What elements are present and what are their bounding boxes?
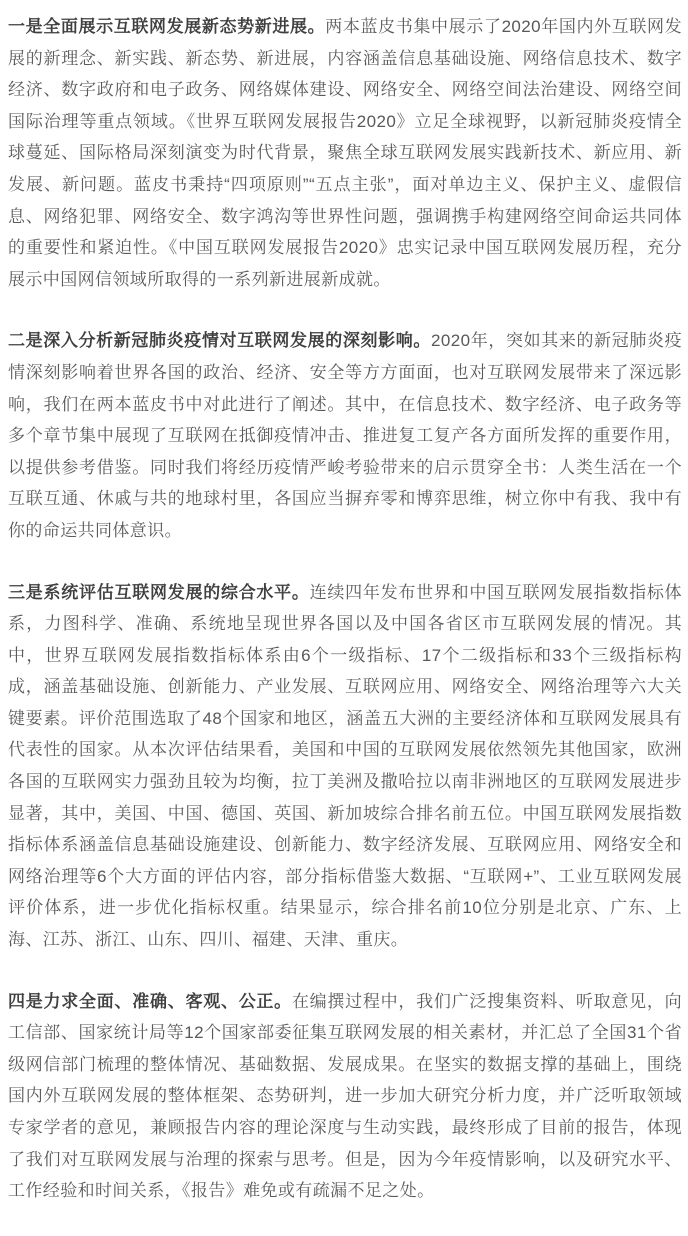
paragraph-3-text: 连续四年发布世界和中国互联网发展指数指标体系，力图科学、准确、系统地呈现世界各国以及中国各省区市互联网发展的情况。其中，世界互联网发展指数指标体系由6个一级指标、17个二级指标和33个三级指标构成，涵盖基础设施、创新能力、产业发展、互联网应用、网络安全、网络治理等六大关键要素。评价范围选取了48个国家和地区，涵盖五大洲的主要经济体和互联网发展具有代表性的国家。从本次评估结果看，美国和中国的互联网发展依然领先其他国家，欧洲各国的互联网实力强劲且较为均衡，拉丁美洲及撒哈拉以南非洲地区的互联网发展进步显著，其中，美国、中国、德国、英国、新加坡综合排名前五位。中国互联网发展指数指标体系涵盖信息基础设施建设、创新能力、数字经济发展、互联网应用、网络安全和网络治理等6个大方面的评估内容，部分指标借鉴大数据、“互联网+”、工业互联网发展评价体系，进一步优化指标权重。结果显示，综合排名前10位分别是北京、广东、上海、江苏、浙江、山东、四川、福建、天津、重庆。 (8, 582, 682, 950)
paragraph-3 (8, 577, 682, 956)
paragraph-2 (8, 325, 682, 546)
paragraph-4-text: 在编撰过程中，我们广泛搜集资料、听取意见，向工信部、国家统计局等12个国家部委征集互联网发展的相关素材，并汇总了全国31个省级网信部门梳理的整体情况、基础数据、发展成果。在坚实的数据支撑的基础上，围绕国内外互联网发展的整体框架、态势研判，进一步加大研究分析力度，并广泛听取领域专家学者的意见，兼顾报告内容的理论深度与生动实践，最终形成了目前的报告，体现了我们对互联网发展与治理的探索与思考。但是，因为今年疫情影响，以及研究水平、工作经验和时间关系，《报告》难免或有疏漏不足之处。 (8, 991, 682, 1201)
paragraph-2-lead: 二是深入分析新冠肺炎疫情对互联网发展的深刻影响。 (8, 331, 432, 351)
paragraph-3-lead: 三是系统评估互联网发展的综合水平。 (8, 582, 310, 602)
paragraph-1-text: 两本蓝皮书集中展示了2020年国内外互联网发展的新理念、新实践、新态势、新进展，内容涵盖信息基础设施、网络信息技术、数字经济、数字政府和电子政务、网络媒体建设、网络安全、网络空间法治建设、网络空间国际治理等重点领域。《世界互联网发展报告2020》立足全球视野，以新冠肺炎疫情全球蔓延、国际格局深刻演变为时代背景，聚焦全球互联网发展实践新技术、新应用、新发展、新问题。蓝皮书秉持“四项原则”“五点主张”，面对单边主义、保护主义、虚假信息、网络犯罪、网络安全、数字鸿沟等世界性问题，强调携手构建网络空间命运共同体的重要性和紧迫性。《中国互联网发展报告2020》忠实记录中国互联网发展历程，充分展示中国网信领域所取得的一系列新进展新成就。 (8, 17, 683, 289)
paragraph-4 (8, 986, 682, 1207)
paragraph-2-text: 2020年，突如其来的新冠肺炎疫情深刻影响着世界各国的政治、经济、安全等方方面面，也对互联网发展带来了深远影响，我们在两本蓝皮书中对此进行了阐述。其中，在信息技术、数字经济、电子政务等多个章节集中展现了互联网在抵御疫情冲击、推进复工复产各方面所发挥的重要作用，以提供参考借鉴。同时我们将经历疫情严峻考验带来的启示贯穿全书：人类生活在一个互联互通、休戚与共的地球村里，各国应当摒弃零和博弈思维，树立你中有我、我中有你的命运共同体意识。 (8, 331, 682, 540)
paragraph-1-lead: 一是全面展示互联网发展新态势新进展。 (8, 17, 326, 36)
paragraph-1 (8, 11, 682, 295)
paragraph-4-lead: 四是力求全面、准确、客观、公正。 (8, 991, 292, 1011)
